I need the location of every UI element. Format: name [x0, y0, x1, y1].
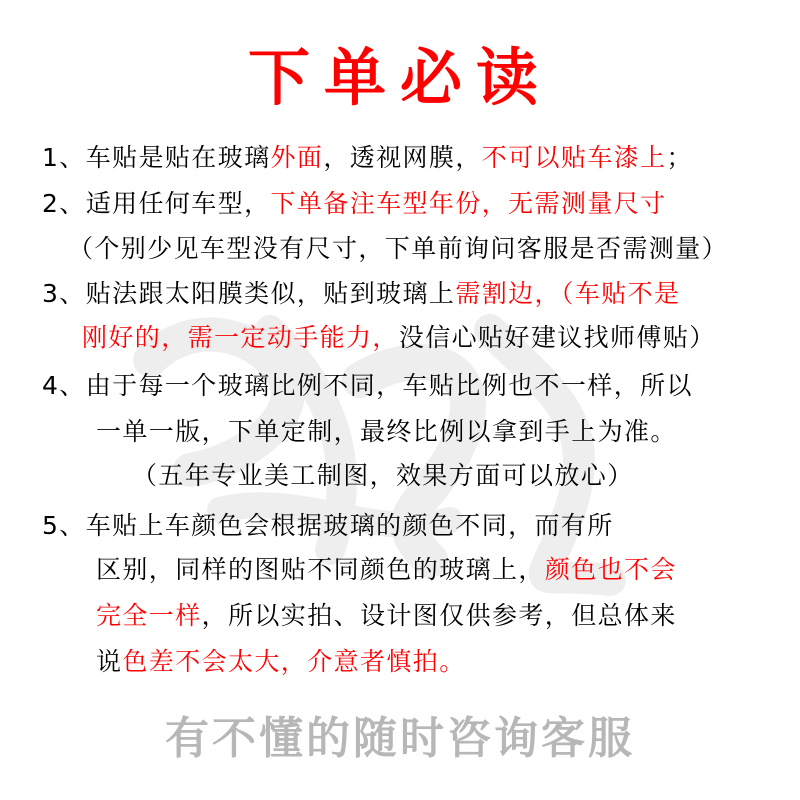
footer-contact-note: 有不懂的随时咨询客服 — [165, 713, 635, 764]
rule-line-4-note — [132, 456, 634, 492]
rule-5-cont-1-text-b: 颜色也不会 — [544, 555, 677, 584]
rule-line-3-cont — [82, 318, 716, 354]
rule-line-5-cont-1 — [96, 550, 677, 586]
rule-line-2 — [42, 184, 667, 220]
rule-3-text-a: 3、贴法跟太阳膜类似，贴到玻璃上 — [42, 279, 456, 308]
rule-5-cont-3-text-b: 色差不会太大，介意者慎拍。 — [122, 647, 466, 676]
rule-3-cont-text-b: 没信心贴好建议找师傅贴） — [398, 323, 716, 352]
rule-2-note-text: （个别少见车型没有尺寸，下单前询问客服是否需测量） — [68, 234, 729, 263]
rule-5-cont-2-text-a: 完全一样 — [96, 601, 202, 630]
rule-line-5 — [42, 506, 614, 542]
rule-line-5-cont-3 — [96, 642, 466, 678]
rule-3-cont-text-a: 刚好的，需一定动手能力， — [82, 323, 399, 352]
rule-line-4 — [42, 366, 693, 402]
rule-line-2-note — [68, 229, 728, 265]
rule-line-3 — [42, 274, 680, 310]
rule-1-text-d: 不可以贴车漆上 — [481, 143, 667, 172]
rule-3-text-b: 需割边，（车贴不是 — [455, 279, 681, 308]
rule-5-cont-2-text-b: ，所以实拍、设计图仅供参考，但总体来 — [201, 601, 677, 630]
rule-1-text-b: 外面 — [270, 143, 324, 172]
rule-1-text-c: ，透视网膜， — [323, 143, 482, 172]
rule-2-text-a: 2、适用任何车型， — [42, 189, 271, 218]
rule-5-text: 5、车贴上车颜色会根据玻璃的颜色不同，而有所 — [42, 511, 614, 540]
rule-4-cont-text: 一单一版，下单定制，最终比例以拿到手上为准。 — [96, 417, 677, 446]
rule-5-cont-3-text-a: 说 — [96, 647, 123, 676]
rule-4-text: 4、由于每一个玻璃比例不同，车贴比例也不一样，所以 — [42, 371, 693, 400]
rule-4-note-text: （五年专业美工制图，效果方面可以放心） — [132, 461, 634, 490]
rule-line-4-cont — [96, 412, 677, 448]
rule-line-1 — [42, 138, 693, 174]
rule-2-text-b: 下单备注车型年份，无需测量尺寸 — [270, 189, 667, 218]
rule-line-5-cont-2 — [96, 596, 677, 632]
rule-1-text-a: 1、车贴是贴在玻璃 — [42, 143, 271, 172]
page-title: 下单必读 — [247, 41, 552, 114]
rule-5-cont-1-text-a: 区别，同样的图贴不同颜色的玻璃上， — [96, 555, 545, 584]
rule-1-text-e: ； — [666, 143, 693, 172]
